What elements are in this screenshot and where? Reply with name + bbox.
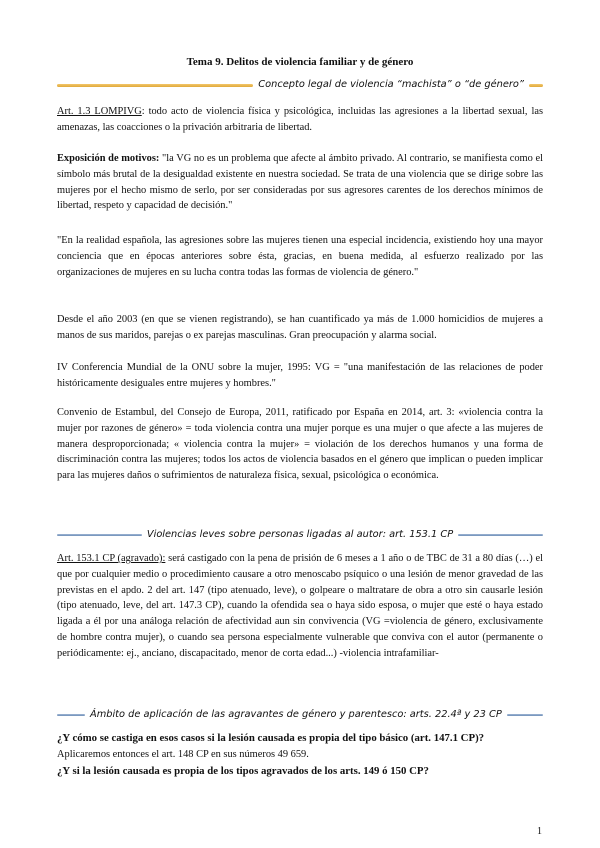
question-2: ¿Y si la lesión causada es propia de los tipos agravados de los arts. 149 ó 150 CP? (57, 765, 429, 777)
paragraph-exposicion (57, 151, 543, 214)
paragraph-conferencia: IV Conferencia Mundial de la ONU sobre la mujer, 1995: VG = "una manifestación de las relaciones de poder históricamente desiguales entre mujeres y hombres." (57, 362, 543, 389)
blue-rule-left (57, 714, 85, 716)
section-title: Violencias leves sobre personas ligadas al autor: art. 153.1 CP (146, 529, 454, 540)
section-header-violencias (57, 528, 543, 543)
paragraph-desde-2003: Desde el año 2003 (en que se vienen registrando), se han cuantificado ya más de 1.000 homicidios de mujeres a manos de sus maridos, parejas o ex parejas masculinas. Gran preocupación y alarma social. (57, 314, 543, 341)
blue-rule-right (507, 714, 543, 716)
paragraph-estambul: Convenio de Estambul, del Consejo de Europa, 2011, ratificado por España en 2014, art. 3: «violencia contra la mujer por razones de género» = toda violencia contra una mujer porque es una mujer o que afecte a las mujeres de manera desproporcionada; « violencia contra la mujer» = violación de los derechos humanos y una forma de discriminación contra las mujeres; todos los actos de violencia basados en el género que implican o pueden implicar para las mujeres daños o sufrimientos de naturaleza física, sexual, psicológica o económica. (57, 407, 543, 482)
gold-rule-left (57, 84, 253, 87)
article-reference: Art. 153.1 CP (agravado): (57, 553, 166, 564)
answer-1: Aplicaremos entonces el art. 148 CP en sus números 49 659. (57, 749, 309, 760)
paragraph-text: será castigado con la pena de prisión de 6 meses a 1 año o de TBC de 31 a 80 días (…) el que por cualquier medio o procedimiento causare a otro menoscabo psíquico o una lesión de menor gravedad de las previstas en el apdo. 2 del art. 147 (tipo atenuado, leve), o golpeare o maltratare de obra a otro sin causarle lesión (tipo atenuado, leve, del art. 147.3 CP), cuando la ofendida sea o haya sido esposa, o mujer que esté o haya estado ligada a él por una análoga relación de afectividad aun sin convivencia (VG =violencia de género, exclusivamente de hombre contra mujer), o cuando sea persona especialmente vulnerable que conviva con el autor (permanente o periódicamente: ej., anciano, discapacitado, menor de corta edad...) -violencia intrafamiliar- (57, 553, 543, 659)
document-title: Tema 9. Delitos de violencia familiar y de género (186, 56, 414, 68)
paragraph-text: : todo acto de violencia física y psicológica, incluidas las agresiones a la libertad sexual, las amenazas, las coacciones o la privación arbitraria de libertad. (57, 106, 544, 133)
section-title: Concepto legal de violencia “machista” o “de género” (258, 79, 524, 90)
blue-rule-right (458, 534, 543, 536)
bold-label: Exposición de motivos: (57, 153, 160, 164)
page-number: 1 (537, 826, 542, 837)
article-reference: Art. 1.3 LOMPIVG (57, 106, 142, 117)
section-title: Ámbito de aplicación de las agravantes de género y parentesco: arts. 22.4ª y 23 CP (90, 709, 502, 720)
blue-rule-left (57, 534, 142, 536)
section-header-ambito (57, 708, 543, 723)
paragraph-text: "la VG no es un problema que afecte al ámbito privado. Al contrario, se manifiesta como el símbolo más brutal de la desigualdad existente en nuestra sociedad. Se trata de una violencia que se dirige sobre las mujeres por el hecho mismo de serlo, por ser consideradas por sus agresores carentes de los derechos mínimos de libertad, respeto y capacidad de decisión." (57, 153, 543, 212)
gold-rule-right (529, 84, 543, 87)
paragraph-realidad: "En la realidad española, las agresiones sobre las mujeres tienen una especial incidencia, existiendo hoy una mayor conciencia que en épocas anteriores sobre ésta, gracias, en buena medida, al esfuerzo realizado por las organizaciones de mujeres en su lucha contra todas las formas de violencia de género." (57, 235, 543, 278)
paragraph-art-153 (57, 551, 543, 662)
question-1: ¿Y cómo se castiga en esos casos si la lesión causada es propia del tipo básico (art. 147.1 CP)? (57, 732, 485, 744)
section-header-concepto (57, 78, 543, 93)
paragraph-art-1-3 (57, 104, 543, 136)
